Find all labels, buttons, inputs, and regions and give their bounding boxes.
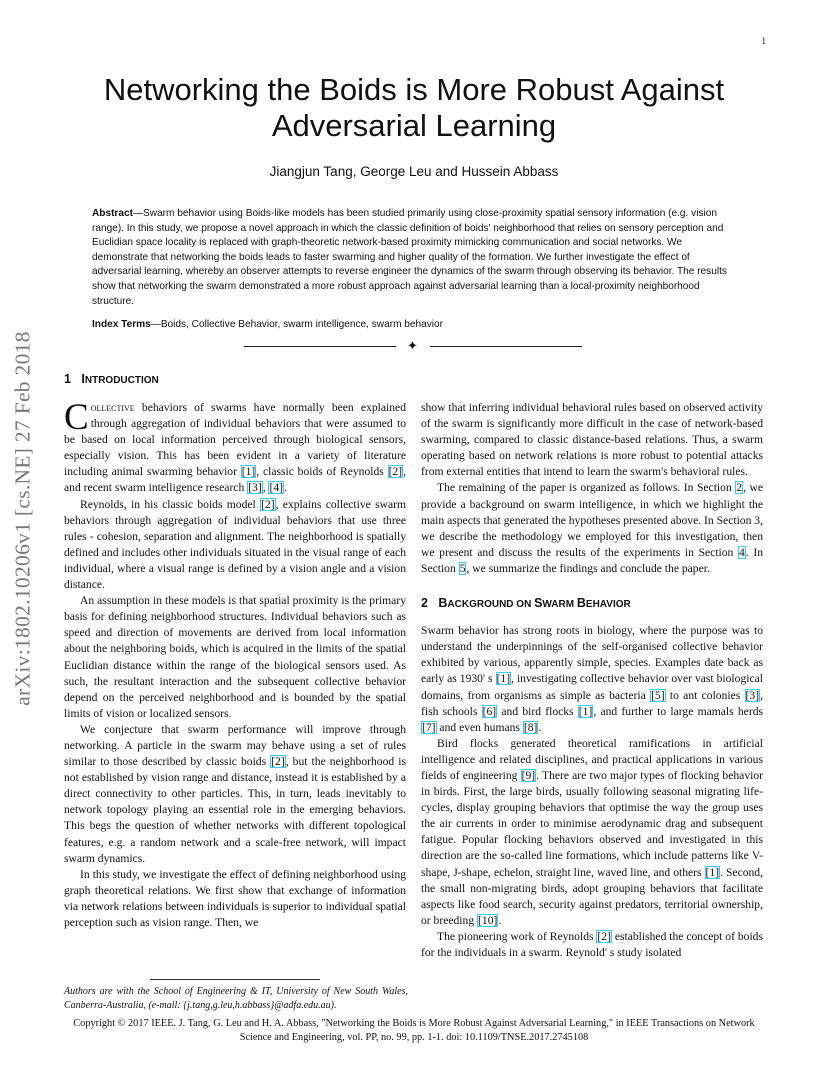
separator-star-icon: ✦ — [407, 338, 418, 353]
citation-link[interactable]: [1] — [241, 465, 256, 479]
paragraph: The pioneering work of Reynolds [2] established the concept of boids for the individuals in a swarm. Reynold' s study isolated — [421, 929, 763, 959]
paragraph: show that inferring individual behavioral rules based on observed activity of the swarm is significantly more difficult in the case of network-based swarming, compared to classic distance-based relations. Thus, a swarm operating based on network relations is more robust to potential attacks from external entities that intend to learn the swarm's behavioral rules. — [421, 401, 763, 479]
author-list: Jiangjun Tang, George Leu and Hussein Abbass — [269, 164, 559, 179]
citation-link[interactable]: [7] — [422, 720, 436, 734]
paragraph: Collective behaviors of swarms have normally been explained through aggregation of individual behaviors that were assumed to be based on local information perceived through biological sensors, especially vision. This has been evident in a variety of literature including animal swarming behavior [1], classic boids of Reynolds [2], and recent swarm intelligence research [3], [4]. — [64, 397, 406, 495]
paragraph: In this study, we investigate the effect of defining neighborhood using graph theoretical relations. We first show that exchange of information via network relations between individuals is superior to individual spatial perception such as vision range. Then, we — [64, 867, 406, 929]
separator-line-right — [430, 346, 582, 347]
section-2-heading — [421, 595, 763, 613]
citation-link[interactable]: [9] — [521, 768, 536, 782]
paragraph: Swarm behavior has strong roots in biology, where the purpose was to understand the underpinnings of the self-organised collective behavior exhibited by various, apparently simple, species. Examples date back as early as 1930' s [1], investigating collective behavior over vast biological domains, from organisms as simple as bacteria [5] to ant colonies [3], fish schools [6] and bird flocks [1], and further to large mamals herds [7] and even humans [8]. — [421, 624, 763, 734]
title-line-2: Adversarial Learning — [271, 108, 557, 143]
section-link[interactable]: 3 — [754, 513, 761, 527]
abstract-text: —Swarm behavior using Boids-like models has been studied primarily using close-proximity spatial sensory information (e.g. vision range). In this study, we propose a novel approach in which the classic definition of boids' neighborhood that relies on sensory perception and Euclidian space locality is replaced with graph-theoretic network-based proximity mimicking communication and social networks. We demonstrate that networking the boids leads to faster swarming and higher quality of the formation. We further investigate the effect of adversarial learning, whereby an observer attempts to reverse engineer the dynamics of the swarm through observing its behavior. The results show that networking the swarm demonstrated a more robust approach against adversarial learning than a local-proximity neighborhood structure. — [92, 208, 727, 307]
citation-link[interactable]: [5] — [651, 688, 665, 702]
index-terms — [92, 319, 736, 330]
citation-link[interactable]: [6] — [482, 704, 497, 718]
section-link[interactable]: 5 — [459, 561, 466, 575]
author-footnote: Authors are with the School of Engineering & IT, University of New South Wales, Canberra-Australia, (e-mail: {j.tang,g.leu,h.abbass}@adfa.edu.au). — [64, 986, 408, 1011]
citation-link[interactable]: [1] — [578, 704, 593, 718]
drop-cap: C — [64, 397, 89, 438]
citation-link[interactable]: [4] — [269, 481, 284, 495]
citation-link[interactable]: [3] — [248, 481, 262, 495]
section-2-title: BACKGROUND ON SWARM BEHAVIOR — [438, 596, 631, 611]
abstract — [92, 207, 736, 309]
page-number: 1 — [761, 36, 766, 46]
footnote-rule — [150, 979, 320, 980]
section-1-number: 1 — [64, 372, 71, 386]
left-column — [64, 397, 406, 931]
paragraph: An assumption in these models is that spatial proximity is the primary basis for defining neighborhood structures. Individual behaviors such as speed and direction of movements are derived from local information about the neighboring boids, which is acquired in the limits of the spatial Euclidian distance within the range of the biological sensors used. As such, the resultant interaction and the subsequent collective behavior depend on the perceived neighborhood and is bounded by the spatial limits of vision or localized sensors. — [64, 594, 406, 720]
paragraph: The remaining of the paper is organized as follows. In Section 2, we provide a background on swarm intelligence, in which we highlight the main aspects that generated the hypotheses presented above. In Section 3, we describe the methodology we employed for this investigation, then we present and discuss the results of the experiments in Section 4. In Section 5, we summarize the findings and conclude the paper. — [421, 481, 763, 575]
section-link[interactable]: 4 — [739, 545, 745, 559]
section-2-number: 2 — [421, 596, 428, 611]
section-separator — [244, 338, 584, 353]
separator-line-left — [244, 346, 396, 347]
index-terms-text: —Boids, Collective Behavior, swarm intelligence, swarm behavior — [150, 319, 443, 330]
right-column — [421, 400, 763, 961]
section-1-heading — [64, 372, 159, 386]
citation-link[interactable]: [8] — [523, 720, 538, 734]
title-line-1: Networking the Boids is More Robust Against — [103, 72, 725, 107]
citation-link[interactable]: [2] — [597, 929, 611, 943]
copyright-notice: Copyright © 2017 IEEE. J. Tang, G. Leu and H. A. Abbass, "Networking the Boids is More Robust Against Adversarial Learning," in IEEE Transactions on Network Science and Engineering, vol. PP, no. 99, pp. 1-1. doi: 10.1109/TNSE.2017.2745108 — [73, 1018, 755, 1043]
index-terms-label: Index Terms — [92, 319, 151, 330]
citation-link[interactable]: [1] — [496, 672, 511, 686]
section-1-title: INTRODUCTION — [81, 372, 159, 386]
paragraph: Bird flocks generated theoretical ramifications in artificial intelligence and related disciplines, and practical applications in various fields of engineering [9]. There are two major types of flocking behavior in birds. First, the large birds, usually following seasonal migrating life-cycles, display grouping behaviors that optimise the way the group uses the air currents in order to minimise aerodynamic drag and subsequent fatigue. Popular flocking behaviors observed and investigated in this direction are the so-called line formations, which include patterns like V-shape, J-shape, echelon, straight line, waved line, and others [1]. Second, the small non-migrating birds, adopt grouping behaviors that facilitate aspects like food search, security against predators, territorial ownership, or breeding [10]. — [421, 736, 764, 927]
citation-link[interactable]: [3] — [745, 688, 760, 702]
paper-title — [70, 72, 758, 144]
abstract-label: Abstract — [92, 208, 133, 219]
paragraph: Reynolds, in his classic boids model [2], explains collective swarm behaviors through aggregation of individual behaviors that use three rules - cohesion, separation and alignment. The neighborhood is spatially defined and includes other individuals situated in the visual range of each individual, where a visual range is defined by a vision angle and a vision distance. — [64, 497, 406, 592]
citation-link[interactable]: [10] — [478, 913, 498, 927]
citation-link[interactable]: [1] — [705, 865, 720, 879]
section-link[interactable]: 2 — [736, 481, 743, 495]
citation-link[interactable]: [2] — [261, 497, 275, 511]
citation-link[interactable]: [2] — [388, 465, 403, 479]
arxiv-stamp: arXiv:1802.10206v1 [cs.NE] 27 Feb 2018 — [10, 331, 35, 706]
paragraph: We conjecture that swarm performance will improve through networking. A particle in the swarm may behave using a set of rules similar to those described by classic boids [2], but the neighborhood is not established by vision range and distance, instead it is established by a direct connectivity to other particles. This, in turn, leads inevitably to network topology playing an essential role in the emerging behaviors. This begs the question of whether networks with different topological features, e.g. a random network and a scale-free network, will impact swarm dynamics. — [64, 722, 406, 865]
citation-link[interactable]: [2] — [271, 755, 285, 769]
